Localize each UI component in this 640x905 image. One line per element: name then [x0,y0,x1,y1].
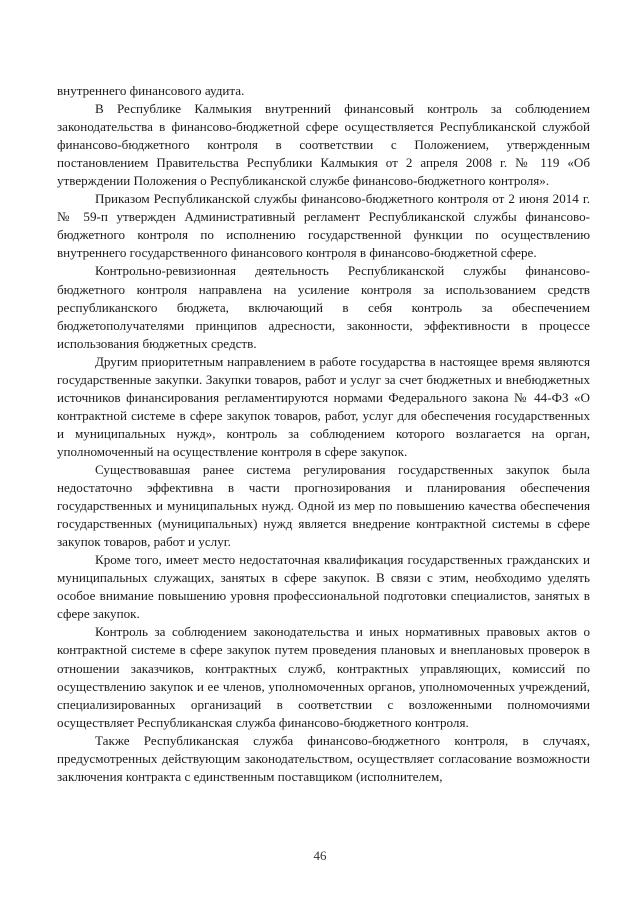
page-number: 46 [313,848,327,863]
paragraph-previous-system: Существовавшая ранее система регулирования государственных закупок была недостаточно эффективна в части прогнозирования и планирования обеспечения государственных и муниципальных нужд. Одной из мер по повышению качества обеспечения государственных (муниципальных) нужд является внедрение контрактной системы в сфере закупок товаров, работ и услуг. [57,461,590,550]
paragraph-single-supplier-approval: Также Республиканская служба финансово-бюджетного контроля, в случаях, предусмотренных действующим законодательством, осуществляет согласование возможности заключения контракта с единственным поставщиком (исполнителем, [57,732,590,784]
document-body [57,82,590,786]
paragraph-contract-system-control: Контроль за соблюдением законодательства и иных нормативных правовых актов о контрактной системе в сфере закупок путем проведения плановых и внеплановых проверок в отношении заказчиков, контрактных служб, контрактных управляющих, комиссий по осуществлению закупок и ее членов, уполномоченных органов, уполномоченных учреждений, специализированных организаций в соответствии с возложенными полномочиями осуществляет Республиканская служба финансово-бюджетного контроля. [57,624,590,730]
paragraph-administrative-regulation: Приказом Республиканской службы финансово-бюджетного контроля от 2 июня 2014 г. № 59-п утвержден Административный регламент Республиканской службы финансово-бюджетного контроля по исполнению государственной функции по осуществлению внутреннего государственного финансового контроля в финансово-бюджетной сфере. [57,191,590,261]
paragraph-internal-control-kalmykia: В Республике Калмыкия внутренний финансовый контроль за соблюдением законодательства в финансово-бюджетной сфере осуществляется Республиканской службой финансово-бюджетного контроля в соответствии с Положением, утвержденным постановлением Правительства Республики Калмыкия от 2 апреля 2008 г. № 119 «Об утверждении Положения о Республиканской службе финансово-бюджетного контроля». [57,101,590,189]
paragraph-public-procurement: Другим приоритетным направлением в работе государства в настоящее время являются государственные закупки. Закупки товаров, работ и услуг за счет бюджетных и внебюджетных источников финансирования регламентируются нормами Федерального закона № 44-ФЗ «О контрактной системе в сфере закупок товаров, работ, услуг для обеспечения государственных и муниципальных нужд», контроль за соблюдением которого возлагается на орган, уполномоченный на осуществление контроля в сфере закупок. [57,353,590,459]
paragraph-audit-activity: Контрольно-ревизионная деятельность Республиканской службы финансово-бюджетного контроля направлена на усиление контроля за использованием средств республиканского бюджета, включающий в себя контроль за обеспечением бюджетополучателями принципов адресности, законности, эффективности в процессе использования бюджетных средств. [57,263,590,351]
paragraph-qualification: Кроме того, имеет место недостаточная квалификация государственных гражданских и муниципальных служащих, занятых в сфере закупок. В связи с этим, необходимо уделять особое внимание повышению уровня профессиональной подготовки специалистов, занятых в сфере закупок. [57,552,590,622]
paragraph-audit-continuation: внутреннего финансового аудита. [57,83,245,98]
